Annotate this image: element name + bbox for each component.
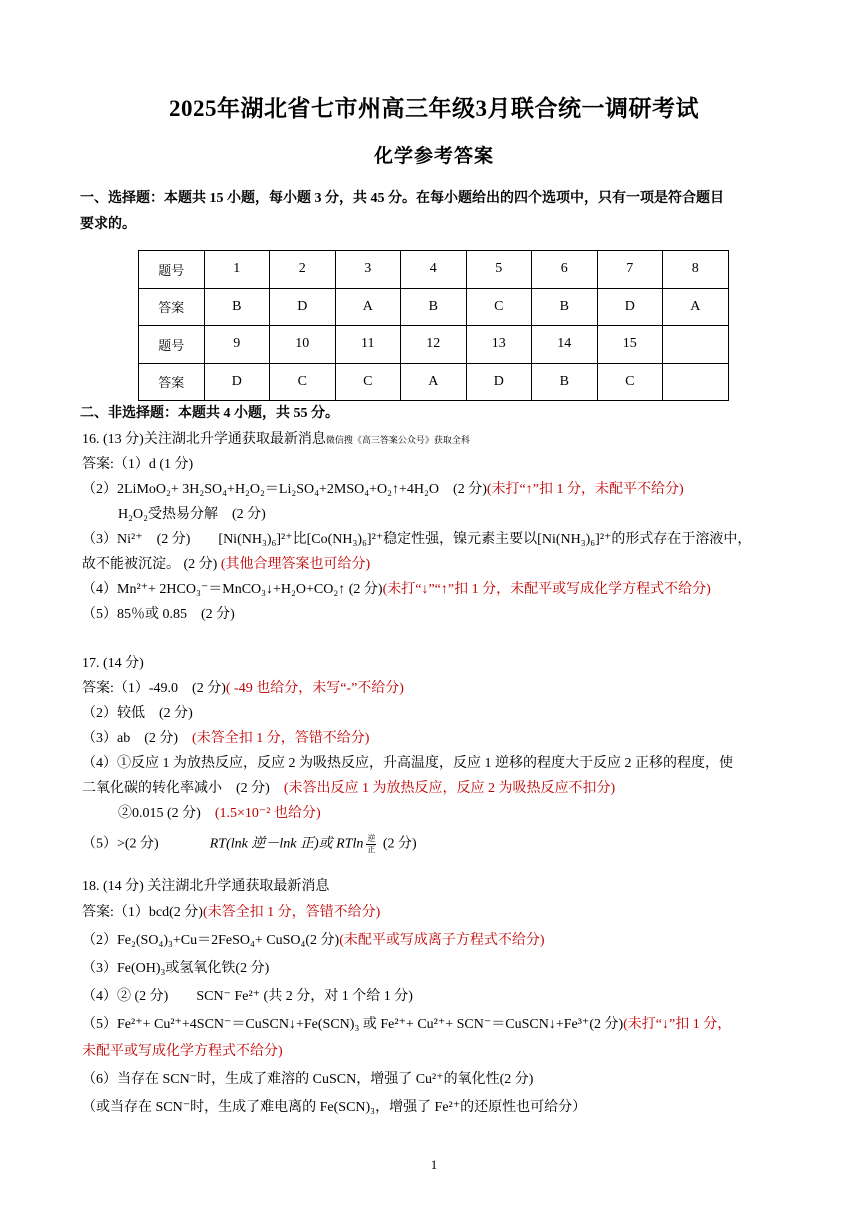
q16-answer-3-line2 [82, 555, 370, 575]
answer-cell: D [597, 288, 663, 326]
answer-cell [663, 363, 729, 401]
q16-answer-4-text: （4）Mn²⁺+ 2HCO₃⁻＝MnCO₃↓+H₂O+CO₂↑ (2 分) [82, 582, 383, 597]
fraction-denominator: 正 [367, 845, 376, 854]
answer-cell: A [663, 288, 729, 326]
q17-answer-2: （2）较低 (2 分) [82, 706, 193, 721]
q16-heading-text: 16. (13 分)关注湖北升学通获取最新消息 [82, 432, 326, 447]
question-number-cell: 14 [532, 326, 598, 364]
table-row-question-1 [139, 251, 729, 289]
q18-answer-3: （3）Fe(OH)₃或氢氧化铁(2 分) [82, 961, 270, 976]
q17-answer-4b-text: ②0.015 (2 分) [118, 806, 215, 821]
q17-answer-4b-note: (1.5×10⁻² 也给分) [214, 806, 321, 821]
answer-cell: C [466, 288, 532, 326]
question-number-cell: 4 [401, 251, 467, 289]
table-row-question-2 [139, 326, 729, 364]
q18-answer-1-note: (未答全扣 1 分，答错不给分) [202, 905, 381, 920]
q17-answer-4-text: 二氧化碳的转化率减小 (2 分) [82, 781, 284, 796]
question-number-cell: 11 [335, 326, 401, 364]
answer-cell: B [401, 288, 467, 326]
answer-cell: C [335, 363, 401, 401]
question-number-cell: 3 [335, 251, 401, 289]
q17-answer-5 [82, 834, 417, 855]
section1-heading-line1: 一、选择题：本题共 15 小题，每小题 3 分，共 45 分。在每小题给出的四个选项中，只有一项是符合题目 [80, 191, 724, 206]
section1-heading [80, 186, 790, 238]
row-label-answer: 答案 [139, 363, 205, 401]
question-number-cell: 10 [270, 326, 336, 364]
question-number-cell: 15 [597, 326, 663, 364]
q18-heading: 18. (14 分) 关注湖北升学通获取最新消息 [82, 879, 330, 894]
answer-cell: B [532, 363, 598, 401]
document-subtitle: 化学参考答案 [373, 146, 494, 167]
answer-cell: A [401, 363, 467, 401]
fraction-numerator: 逆 [367, 834, 376, 843]
question-number-cell: 8 [663, 251, 729, 289]
answer-cell: D [270, 288, 336, 326]
section2-heading: 二、非选择题：本题共 4 小题，共 55 分。 [80, 406, 339, 421]
answer-cell: B [532, 288, 598, 326]
q18-answer-6: （6）当存在 SCN⁻时，生成了难溶的 CuSCN，增强了 Cu²⁺的氧化性(2 分) [82, 1072, 534, 1087]
q17-answer-3-note: (未答全扣 1 分，答错不给分) [192, 731, 370, 746]
q18-answer-1 [82, 903, 380, 923]
q17-answer-4-line1: （4）①反应 1 为放热反应，反应 2 为吸热反应，升高温度，反应 1 逆移的程度大于反应 2 正移的程度，使 [82, 756, 733, 771]
answer-cell: B [204, 288, 270, 326]
document-title: 2025年湖北省七市州高三年级3月联合统一调研考试 [169, 96, 699, 121]
q16-answer-2b: H₂O₂受热易分解 (2 分) [118, 507, 266, 522]
question-number-cell [663, 326, 729, 364]
q16-heading [82, 430, 470, 450]
question-number-cell: 5 [466, 251, 532, 289]
q16-answer-3-note: (其他合理答案也可给分) [220, 557, 371, 572]
question-number-cell: 2 [270, 251, 336, 289]
question-number-cell: 7 [597, 251, 663, 289]
q16-answer-1: 答案:（1）d (1 分) [82, 457, 194, 472]
q18-answer-2 [82, 931, 545, 951]
question-number-cell: 6 [532, 251, 598, 289]
q16-answer-4 [82, 580, 711, 600]
question-number-cell: 1 [204, 251, 270, 289]
q17-answer-4-note: (未答出反应 1 为放热反应，反应 2 为吸热反应不扣分) [283, 781, 616, 796]
answer-cell: C [270, 363, 336, 401]
answer-table [138, 250, 729, 401]
q17-answer-3-text: （3）ab (2 分) [82, 731, 193, 746]
q16-answer-3-line1: （3）Ni²⁺ (2 分) [Ni(NH₃)₆]²⁺比[Co(NH₃)₆]²⁺稳定性强，镍元素主要以[Ni(NH₃)₆]²⁺的形式存在于溶液中， [82, 532, 752, 547]
q17-heading: 17. (14 分) [82, 656, 144, 671]
q17-answer-5-fraction [366, 834, 376, 855]
answer-cell: C [597, 363, 663, 401]
q16-answer-5: （5）85％或 0.85 (2 分) [82, 607, 235, 622]
q17-answer-5-formula: RT(lnk 逆－lnk 正)或 RTln [209, 836, 364, 852]
table-row-answer-1 [139, 288, 729, 326]
q16-answer-4-note: (未打“↓”“↑”扣 1 分，未配平或写成化学方程式不给分) [382, 582, 711, 597]
q16-answer-2-text: （2）2LiMoO₂+ 3H₂SO₄+H₂O₂＝Li₂SO₄+2MSO₄+O₂↑+4H₂O (2 分) [82, 482, 487, 497]
table-row-answer-2 [139, 363, 729, 401]
q18-answer-4: （4）② (2 分) SCN⁻ Fe²⁺ (共 2 分，对 1 个给 1 分) [82, 989, 413, 1004]
row-label-question: 题号 [139, 326, 205, 364]
q18-answer-5-line1 [82, 1015, 731, 1035]
q17-answer-5-score: (2 分) [382, 836, 417, 852]
q16-answer-2 [82, 480, 684, 500]
page-number: 1 [430, 1157, 438, 1172]
row-label-question: 题号 [139, 251, 205, 289]
answer-cell: A [335, 288, 401, 326]
question-number-cell: 13 [466, 326, 532, 364]
q18-answer-5-note: (未打“↓”扣 1 分， [623, 1017, 732, 1032]
q17-answer-5-text: （5）>(2 分) [82, 836, 159, 852]
q18-answer-2-text: （2）Fe₂(SO₄)₃+Cu＝2FeSO₄+ CuSO₄(2 分) [82, 933, 340, 948]
row-label-answer: 答案 [139, 288, 205, 326]
q18-answer-5-text: （5）Fe²⁺+ Cu²⁺+4SCN⁻＝CuSCN↓+Fe(SCN)₃ 或 Fe²⁺+ Cu²⁺+ SCN⁻＝CuSCN↓+Fe³⁺(2 分) [82, 1017, 624, 1032]
q17-answer-4-line3 [118, 804, 321, 824]
q16-answer-3-text: 故不能被沉淀。 (2 分) [82, 557, 221, 572]
q16-heading-note: 微信搜《高三答案公众号》获取全科 [325, 435, 470, 445]
q18-answer-6b: （或当存在 SCN⁻时，生成了难电离的 Fe(SCN)₃，增强了 Fe²⁺的还原性也可给分） [82, 1100, 587, 1115]
q17-answer-1-text: 答案:（1）-49.0 (2 分) [82, 681, 226, 696]
answer-cell: D [204, 363, 270, 401]
answer-cell: D [466, 363, 532, 401]
section1-heading-line2: 要求的。 [80, 217, 136, 232]
q18-answer-2-note: (未配平或写成离子方程式不给分) [339, 933, 545, 948]
q17-answer-3 [82, 729, 369, 749]
q17-answer-1-note: ( -49 也给分，未写“-”不给分) [225, 681, 404, 696]
question-number-cell: 12 [401, 326, 467, 364]
q17-answer-1 [82, 679, 404, 699]
q16-answer-2-note: (未打“↑”扣 1 分，未配平不给分) [486, 482, 684, 497]
question-number-cell: 9 [204, 326, 270, 364]
q18-answer-1-text: 答案:（1）bcd(2 分) [82, 905, 203, 920]
q18-answer-5-line2: 未配平或写成化学方程式不给分) [82, 1044, 283, 1059]
q17-answer-4-line2 [82, 779, 615, 799]
